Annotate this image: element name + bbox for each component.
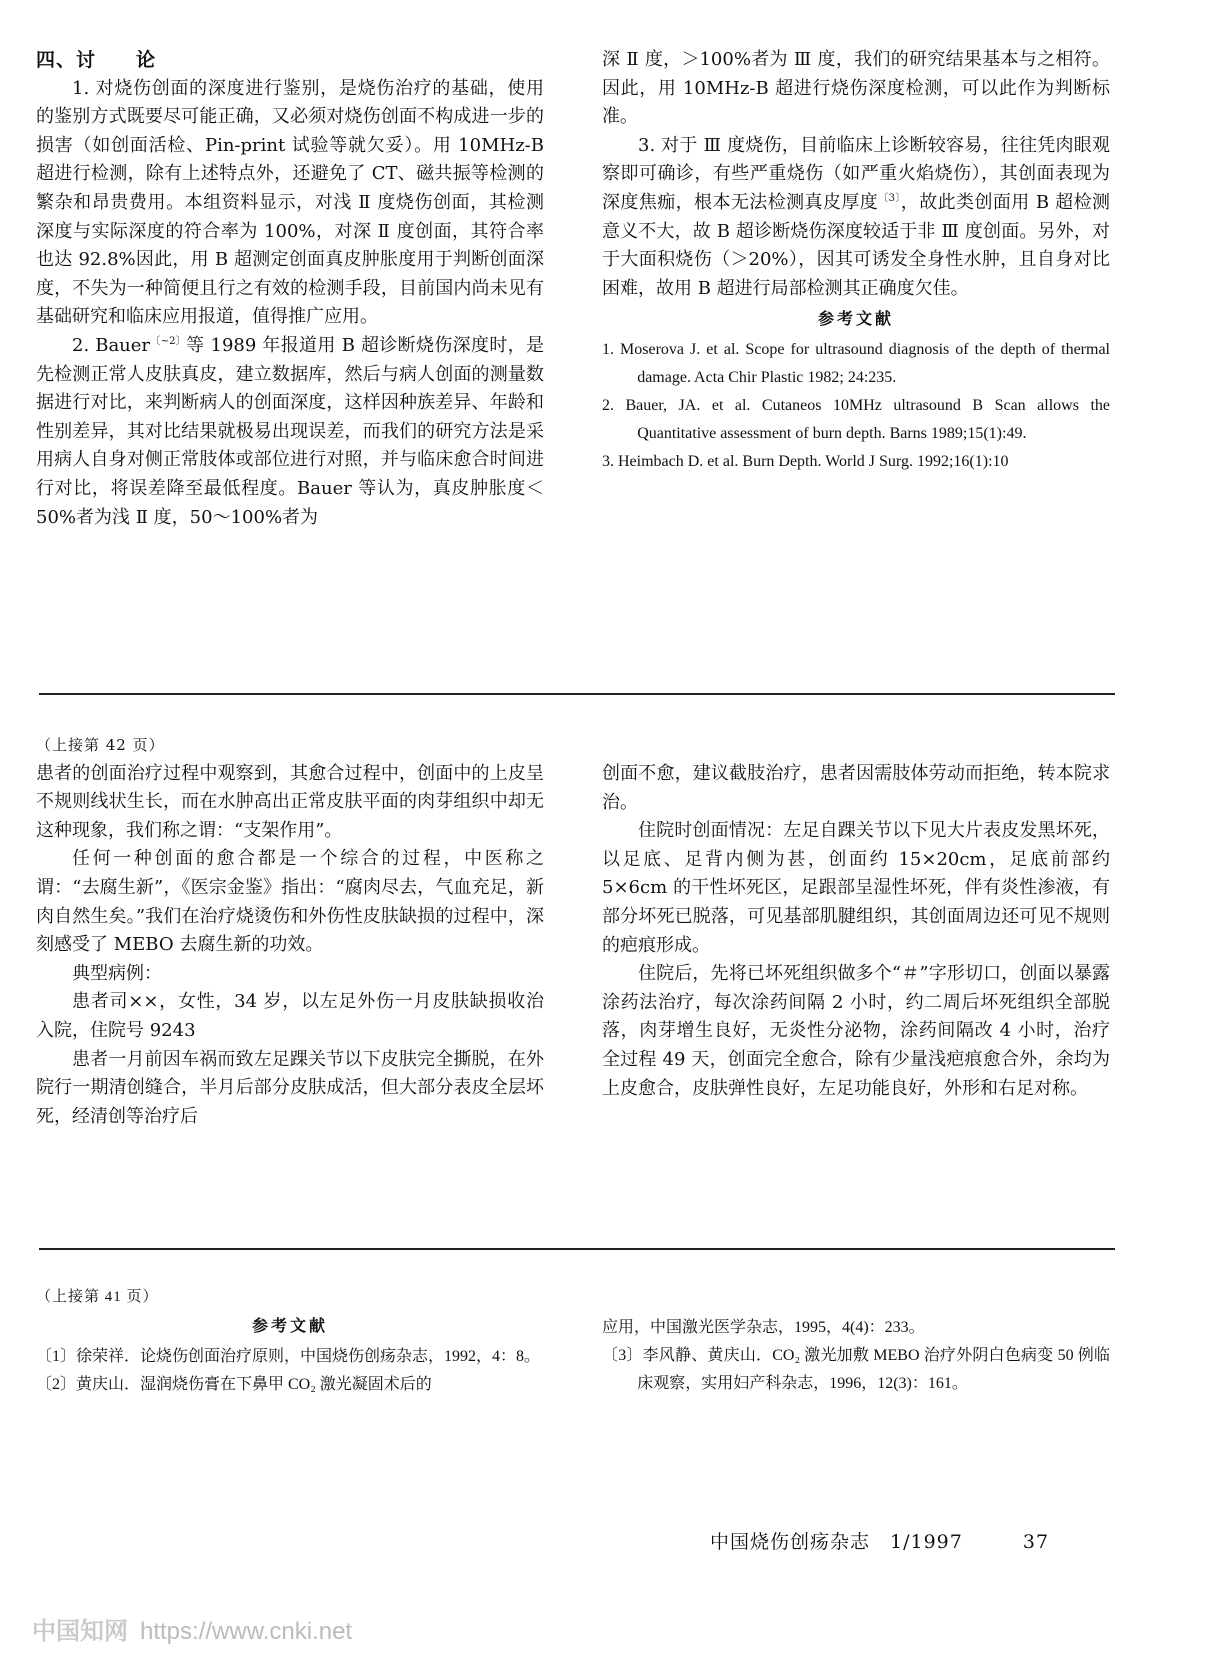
page-number: 37 (1022, 1531, 1050, 1553)
paragraph: 1. 对烧伤创面的深度进行鉴别，是烧伤治疗的基础，使用的鉴别方式既要尽可能正确，又必须对烧伤创面不构成进一步的损害（如创面活检、Pin-print 试验等就欠妥）。用 10MHz-B 超进行检测，除有上述特点外，还避免了 CT、磁共振等检测的繁杂和昂贵费用。本组资料显示，对浅 Ⅱ 度烧伤创面，其检测深度与实际深度的符合率为 100%，对深 Ⅱ 度创面，其符合率也达 92.8%因此，用 B 超测定创面真皮肿胀度用于判断创面深度，不失为一种简便且行之有效的检测手段，目前国内尚未见有基础研究和临床应用报道，值得推广应用。 (36, 77, 544, 328)
paragraph: 患者的创面治疗过程中观察到，其愈合过程中，创面中的上皮呈不规则线状生长，而在水肿高出正常皮肤平面的肉芽组织中却无这种现象，我们称之谓：“支架作用”。 (36, 762, 544, 841)
paragraph-text: 等 1989 年报道用 B 超诊断烧伤深度时，是先检测正常人皮肤真皮，建立数据库，然后与病人创面的测量数据进行对比，来判断病人的创面深度，这样因种族差异、年龄和性别差异，其对比结果就极易出现误差，而我们的研究方法是采用病人自身对侧正常肢体或部位进行对照，并与临床愈合时间进行对比，将误差降至最低程度。Bauer 等认为，真皮肿胀度＜50%者为浅 Ⅱ 度，50～100%者为 (36, 334, 545, 528)
paragraph: 住院时创面情况：左足自踝关节以下见大片表皮发黑坏死，以足底、足背内侧为甚，创面约 15×20cm，足底前部约 5×6cm 的干性坏死区，足跟部呈湿性坏死，伴有炎性渗液，有部分坏死已脱落，可见基部肌腱组织，其创面周边还可见不规则的疤痕形成。 (602, 820, 1110, 956)
references-heading: 参考文献 (251, 1318, 328, 1335)
section-heading: 四、讨 论 (36, 49, 157, 71)
paragraph-text: 3. 对于 Ⅲ 度烧伤，目前临床上诊断较容易，往往凭肉眼观察即可确诊，有些严重烧伤（如严重火焰烧伤），其创面表现为深度焦痂，根本无法检测真皮厚度 (602, 134, 1110, 213)
paragraph (36, 332, 544, 532)
paragraph: 典型病例： (72, 962, 162, 984)
reference-item: 〔2〕黄庆山．湿润烧伤膏在下鼻甲 CO₂ 激光凝固术后的 (36, 1376, 432, 1393)
citation-superscript: 〔3〕 (878, 192, 901, 204)
reference-item: 3. Heimbach D. et al. Burn Depth. World J Surg. 1992;16(1):10 (602, 452, 1009, 470)
reference-item: 1. Moserova J. et al. Scope for ultrasound diagnosis of the depth of thermal damage. Acta Chir Plastic 1982; 24:235. (602, 340, 1110, 386)
paragraph (602, 132, 1110, 304)
continuation-note: （上接第 41 页） (36, 1289, 159, 1305)
reference-item: 〔1〕徐荣祥．论烧伤创面治疗原则，中国烧伤创疡杂志，1992，4：8。 (36, 1348, 541, 1365)
citation-superscript: 〔~2〕 (150, 335, 187, 347)
paragraph: 创面不愈，建议截肢治疗，患者因需肢体劳动而拒绝，转本院求治。 (602, 763, 1110, 813)
paragraph-text: 2. Bauer (72, 334, 151, 356)
journal-name: 中国烧伤创疡杂志 1/1997 (710, 1531, 963, 1553)
continuation-note: （上接第 42 页） (36, 736, 165, 754)
sec2-right-column (602, 760, 1110, 1103)
sec1-right-column (602, 46, 1110, 476)
watermark-url: https://www.cnki.net (140, 1618, 353, 1645)
paragraph: 患者司××，女性，34 岁，以左足外伤一月皮肤缺损收治入院，住院号 9243 (36, 991, 544, 1041)
section-divider (39, 1248, 1115, 1250)
sec1-left-column (36, 46, 544, 532)
reference-item: 应用，中国激光医学杂志，1995，4(4)：233。 (602, 1319, 925, 1336)
sec2-left-column (36, 731, 544, 1131)
section-divider (39, 693, 1115, 695)
watermark-brand: 中国知网 (32, 1618, 128, 1645)
paragraph-text: ，故此类创面用 B 超检测意义不大，故 B 超诊断烧伤深度较适于非 Ⅲ 度创面。另外，对于大面积烧伤（＞20%），因其可诱发全身性水肿，且自身对比困难，故用 B 超进行局部检测其正确度欠佳。 (602, 191, 1111, 299)
cnki-watermark (32, 1618, 352, 1647)
paragraph: 任何一种创面的愈合都是一个综合的过程，中医称之谓：“去腐生新”，《医宗金鉴》指出：“腐肉尽去，气血充足，新肉自然生矣。”我们在治疗烧烫伤和外伤性皮肤缺损的过程中，深刻感受了 MEBO 去腐生新的功效。 (36, 848, 544, 956)
sec3-left-column (36, 1283, 544, 1399)
references-list (602, 336, 1110, 476)
paragraph: 患者一月前因车祸而致左足踝关节以下皮肤完全撕脱，在外院行一期清创缝合，半月后部分皮肤成活，但大部分表皮全层坏死，经清创等治疗后 (36, 1048, 544, 1127)
paragraph: 深 Ⅱ 度，＞100%者为 Ⅲ 度，我们的研究结果基本与之相符。因此，用 10MHz-B 超进行烧伤深度检测，可以此作为判断标准。 (602, 49, 1110, 128)
references-heading: 参考文献 (817, 309, 894, 329)
reference-item: 2. Bauer, JA. et al. Cutaneos 10MHz ultrasound B Scan allows the Quantitative assessment of burn depth. Barns 1989;15(1):49. (602, 396, 1110, 442)
page-footer (710, 1528, 1049, 1557)
paragraph: 住院后，先将已坏死组织做多个“＃”字形切口，创面以暴露涂药法治疗，每次涂药间隔 2 小时，约二周后坏死组织全部脱落，肉芽增生良好，无炎性分泌物，涂药间隔改 4 小时，治疗全过程 49 天，创面完全愈合，除有少量浅疤痕愈合外，余均为上皮愈合，皮肤弹性良好，左足功能良好，外形和右足对称。 (602, 963, 1110, 1099)
sec3-right-column (602, 1314, 1110, 1398)
reference-item: 〔3〕李风静、黄庆山．CO₂ 激光加敷 MEBO 治疗外阴白色病变 50 例临床观察，实用妇产科杂志，1996，12(3)：161。 (602, 1347, 1110, 1392)
